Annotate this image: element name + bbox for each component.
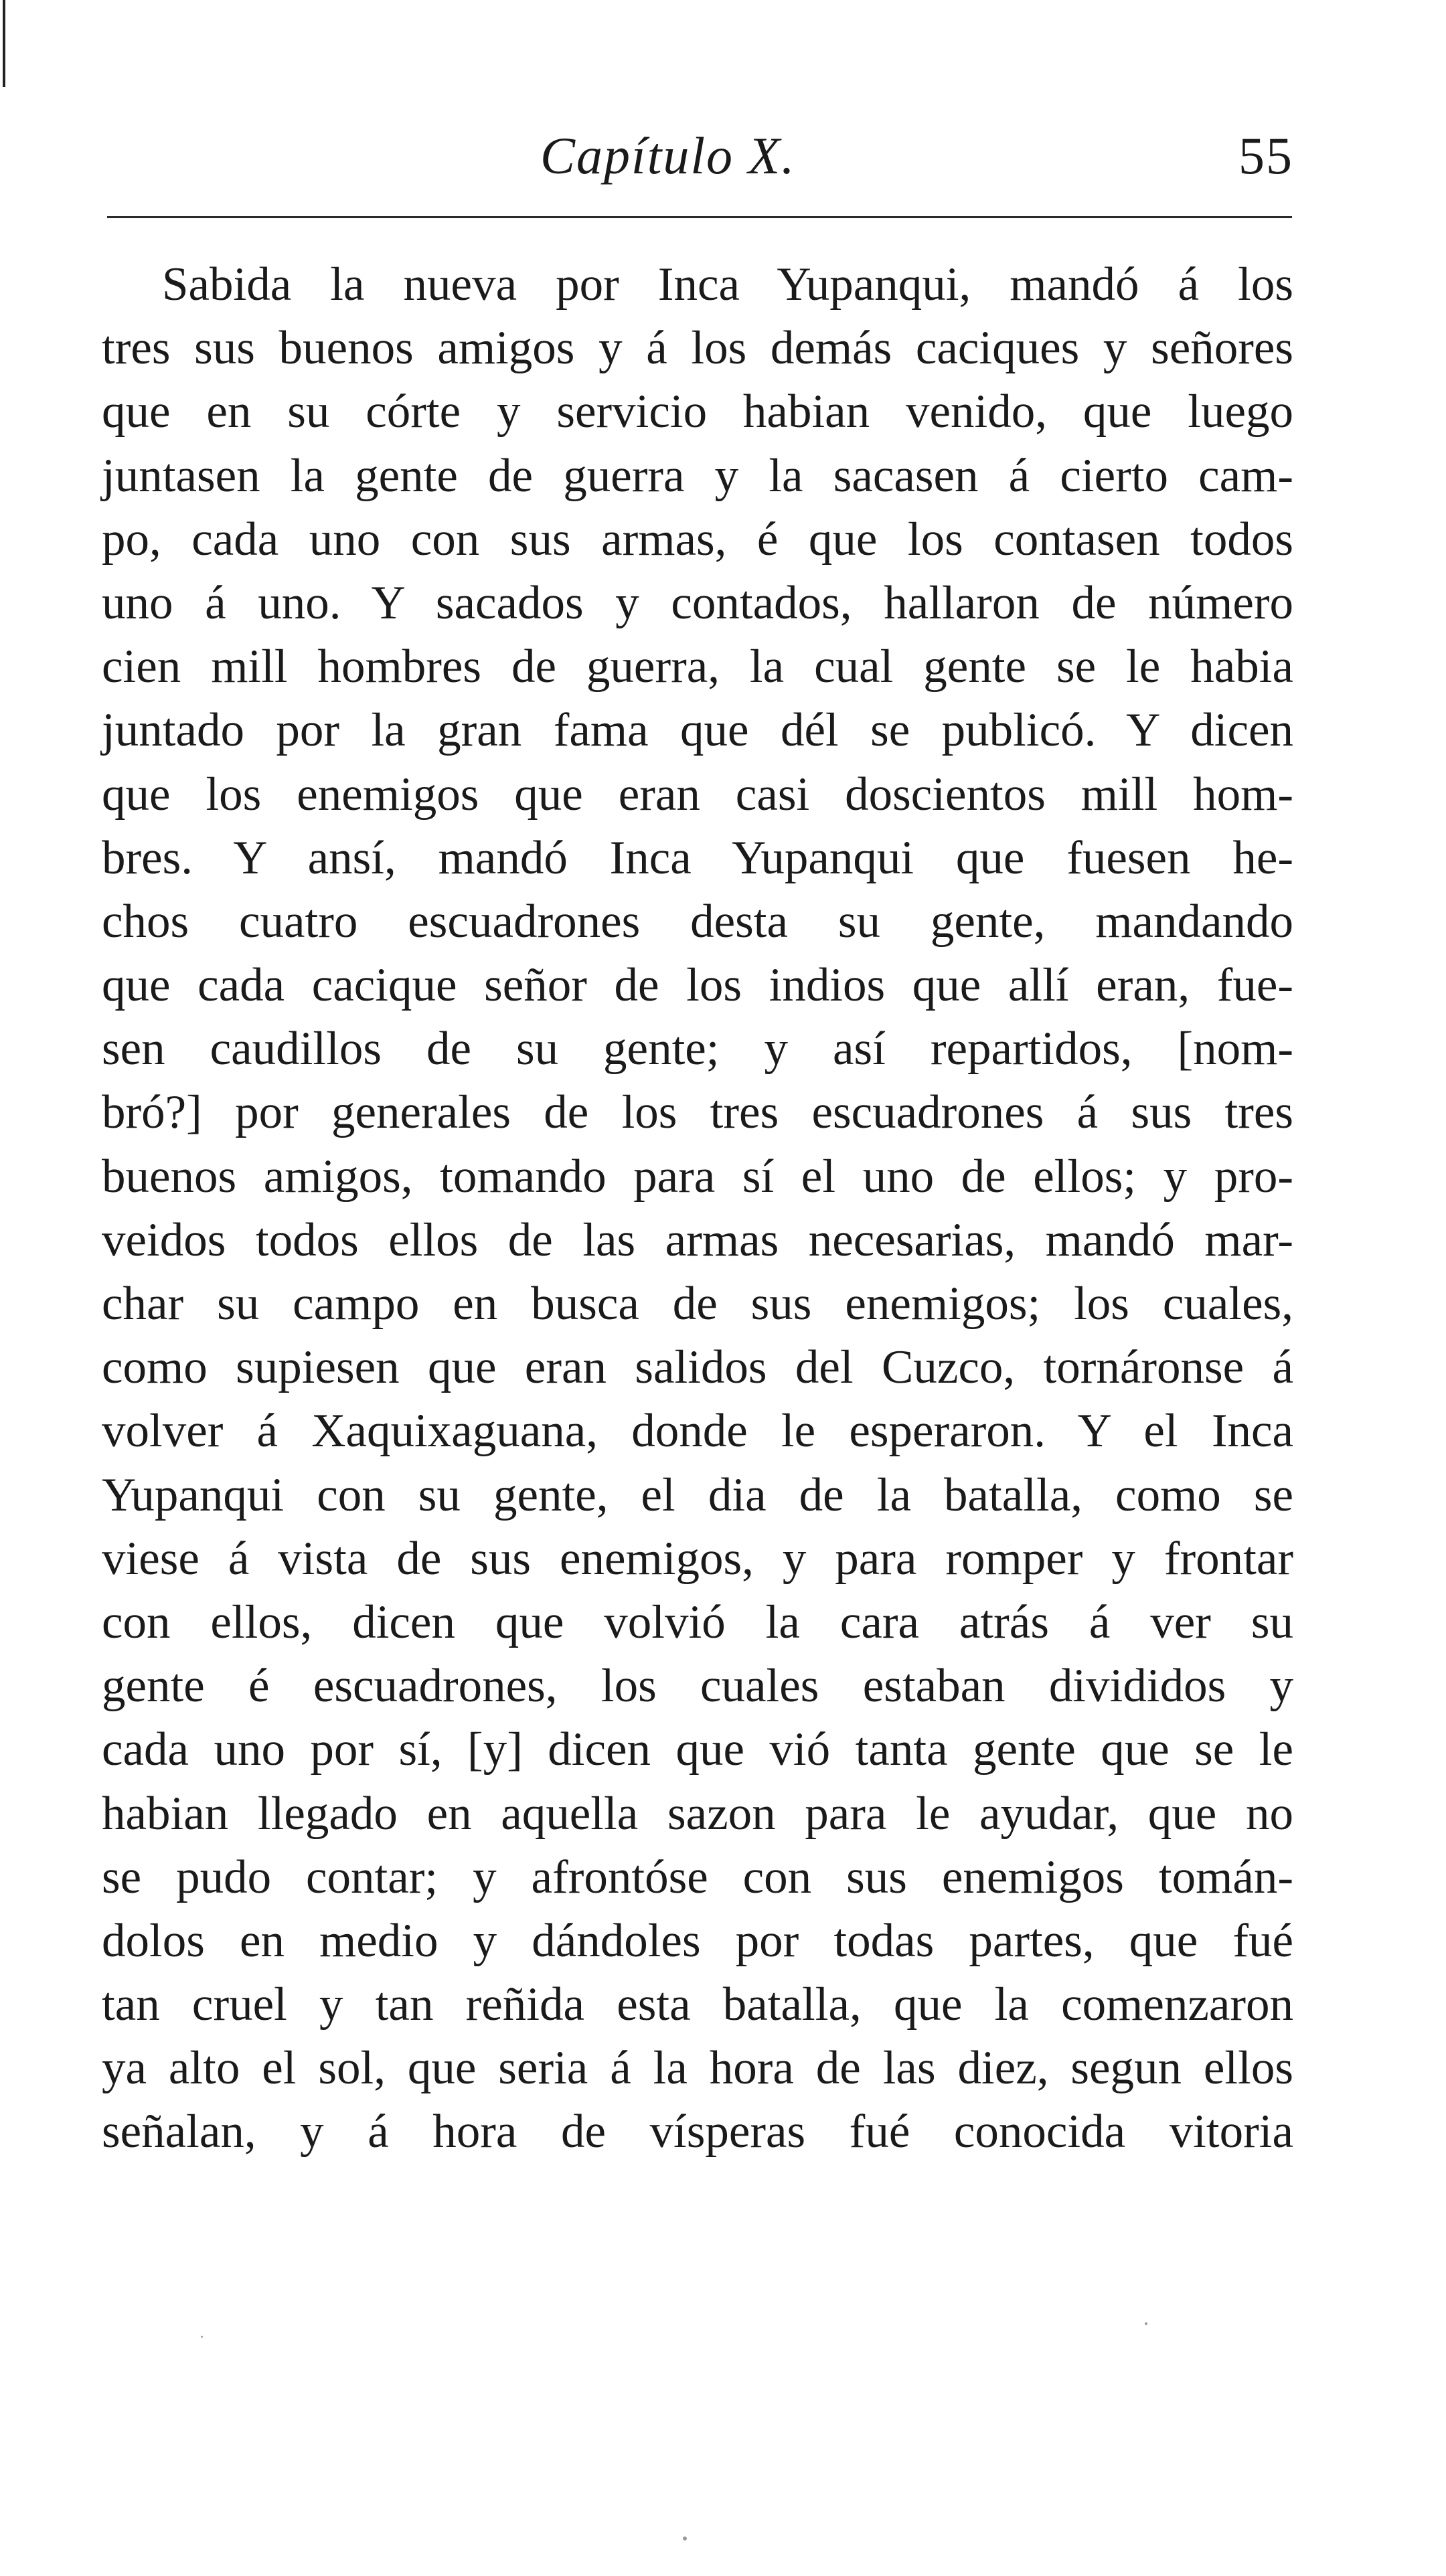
- text-line: que en su córte y servicio habian venido, que luego: [102, 385, 1293, 438]
- text-line: char su campo en busca de sus enemigos; los cuales,: [102, 1278, 1293, 1330]
- text-line: chos cuatro escuadrones desta su gente, mandando: [102, 895, 1293, 948]
- text-line: cien mill hombres de guerra, la cual gente se le habia: [102, 640, 1293, 693]
- chapter-title: Capítulo X.: [540, 126, 796, 185]
- text-line: Yupanqui con su gente, el dia de la batalla, como se: [102, 1468, 1293, 1521]
- text-line: Sabida la nueva por Inca Yupanqui, mandó á los: [162, 258, 1293, 311]
- text-line: sen caudillos de su gente; y así repartidos, [nom-: [102, 1023, 1293, 1076]
- text-line: juntado por la gran fama que dél se publicó. Y dicen: [102, 704, 1293, 757]
- text-line: con ellos, dicen que volvió la cara atrás á ver su: [102, 1596, 1293, 1648]
- text-line: que los enemigos que eran casi doscientos mill hom-: [102, 768, 1293, 821]
- text-line: veidos todos ellos de las armas necesarias, mandó mar-: [102, 1213, 1293, 1266]
- text-line: volver á Xaquixaguana, donde le esperaron. Y el Inca: [102, 1405, 1293, 1458]
- running-head: [102, 119, 1293, 193]
- text-line: gente é escuadrones, los cuales estaban divididos y: [102, 1660, 1293, 1713]
- text-line: como supiesen que eran salidos del Cuzco, tornáronse á: [102, 1341, 1293, 1394]
- text-line: buenos amigos, tomando para sí el uno de ellos; y pro-: [102, 1150, 1293, 1203]
- text-line: dolos en medio y dándoles por todas partes, que fué: [102, 1914, 1293, 1967]
- text-line: bres. Y ansí, mandó Inca Yupanqui que fuesen he-: [102, 831, 1293, 884]
- text-line: habian llegado en aquella sazon para le ayudar, que no: [102, 1787, 1293, 1840]
- text-line: bró?] por generales de los tres escuadrones á sus tres: [102, 1086, 1293, 1139]
- text-line: cada uno por sí, [y] dicen que vió tanta gente que se le: [102, 1723, 1293, 1776]
- text-line: se pudo contar; y afrontóse con sus enemigos tomán-: [102, 1851, 1293, 1903]
- page-edge-mark: [3, 0, 5, 87]
- page-number: 55: [1238, 126, 1293, 185]
- text-line: viese á vista de sus enemigos, y para romper y frontar: [102, 1532, 1293, 1585]
- text-line: tan cruel y tan reñida esta batalla, que la comenzaron: [102, 1978, 1293, 2031]
- text-line: po, cada uno con sus armas, é que los contasen todos: [102, 513, 1293, 566]
- text-line: ya alto el sol, que seria á la hora de las diez, segun ellos: [102, 2042, 1293, 2095]
- body-text: [102, 253, 1293, 2164]
- text-line: señalan, y á hora de vísperas fué conocida vitoria: [102, 2106, 1293, 2158]
- text-line: que cada cacique señor de los indios que allí eran, fue-: [102, 959, 1293, 1012]
- text-line: uno á uno. Y sacados y contados, hallaron de número: [102, 576, 1293, 629]
- text-line: juntasen la gente de guerra y la sacasen á cierto cam-: [102, 449, 1293, 502]
- header-rule: [107, 216, 1292, 218]
- text-line: tres sus buenos amigos y á los demás caciques y señores: [102, 322, 1293, 375]
